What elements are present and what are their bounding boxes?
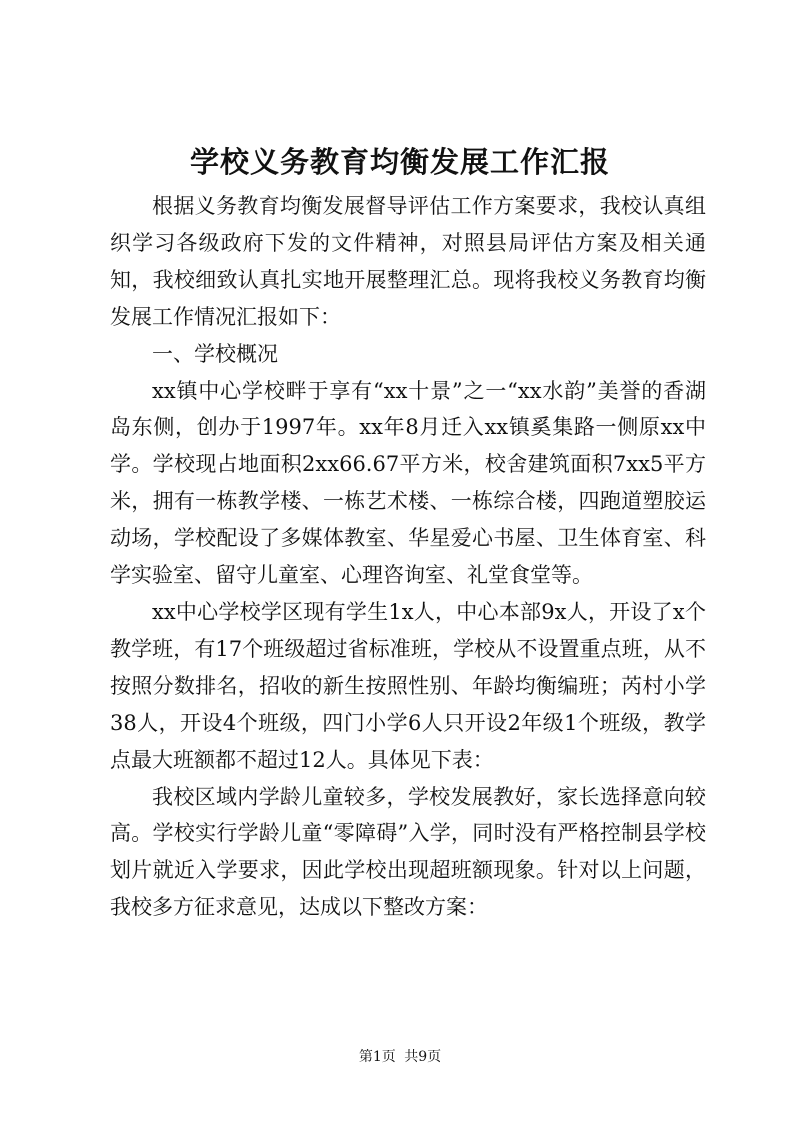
page-number: 第1页: [358, 1049, 396, 1065]
section-heading-school-overview: 一、学校概况: [152, 341, 278, 366]
document-body: [110, 188, 706, 926]
page-footer: [0, 1047, 800, 1067]
paragraph-rectification: 我校区域内学龄儿童较多，学校发展教好，家长选择意向较高。学校实行学龄儿童“零障碍”入学，同时没有严格控制县学校划片就近入学要求，因此学校出现超班额现象。针对以上问题，我校多方征求意见，达成以下整改方案：: [110, 784, 706, 920]
paragraph-school-location: xx镇中心学校畔于享有“xx十景”之一“xx水韵”美誉的香湖岛东侧，创办于1997年。xx年8月迁入xx镇奚集路一侧原xx中学。学校现占地面积2xx66.67平方米，校舍建筑面积7xx5平方米，拥有一栋教学楼、一栋艺术楼、一栋综合楼，四跑道塑胶运动场，学校配设了多媒体教室、华星爱心书屋、卫生体育室、科学实验室、留守儿童室、心理咨询室、礼堂食堂等。: [110, 378, 706, 588]
document-title: 学校义务教育均衡发展工作汇报: [189, 145, 610, 179]
paragraph-student-classes: xx中心学校学区现有学生1x人，中心本部9x人，开设了x个教学班，有17个班级超过省标准班，学校从不设置重点班，从不按照分数排名，招收的新生按照性别、年龄均衡编班；芮村小学38人，开设4个班级，四门小学6人只开设2年级1个班级，教学点最大班额都不超过12人。具体见下表：: [110, 599, 706, 772]
paragraph-intro: 根据义务教育均衡发展督导评估工作方案要求，我校认真组织学习各级政府下发的文件精神，对照县局评估方案及相关通知，我校细致认真扎实地开展整理汇总。现将我校义务教育均衡发展工作情况汇报如下：: [110, 194, 706, 329]
page-total: 共9页: [404, 1049, 442, 1065]
